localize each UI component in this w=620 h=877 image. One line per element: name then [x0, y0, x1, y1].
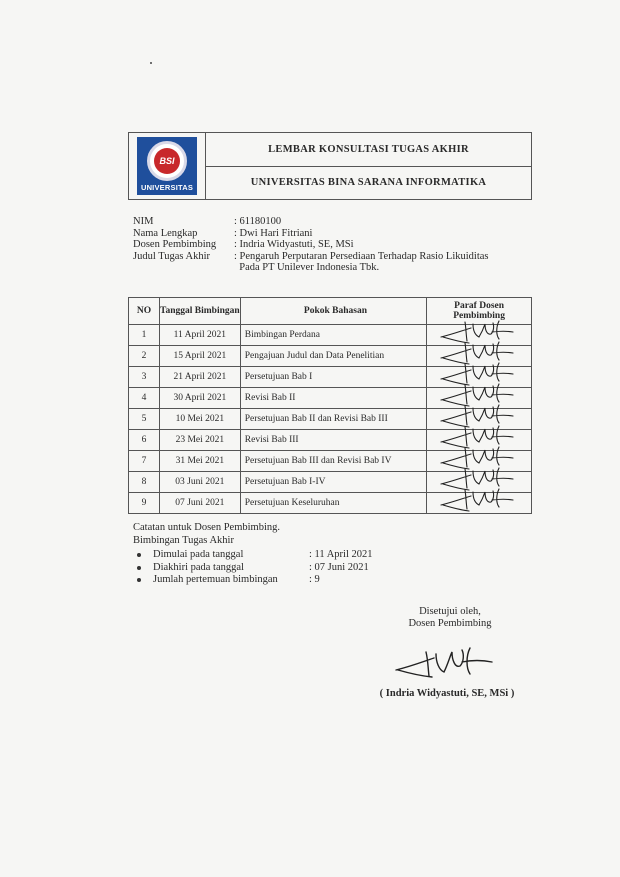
info-label: Judul Tugas Akhir — [133, 250, 211, 262]
cell-no: 6 — [129, 430, 160, 451]
info-row — [133, 239, 534, 251]
signature-icon — [435, 487, 515, 515]
cell-date: 15 April 2021 — [159, 346, 240, 367]
list-item-value: : 11 April 2021 — [309, 549, 373, 560]
notes-line: Bimbingan Tugas Akhir — [133, 534, 234, 546]
cell-no: 5 — [129, 409, 160, 430]
cell-topic: Revisi Bab II — [240, 388, 426, 409]
cell-date: 07 Juni 2021 — [159, 493, 240, 514]
bullet-icon — [137, 553, 141, 557]
info-row — [133, 228, 534, 240]
cell-topic: Persetujuan Bab II dan Revisi Bab III — [240, 409, 426, 430]
university-logo — [137, 137, 197, 195]
info-value: : 61180100 — [234, 216, 282, 227]
info-value: : Indria Widyastuti, SE, MSi — [234, 239, 354, 250]
cell-topic: Revisi Bab III — [240, 430, 426, 451]
list-item-label: Diakhiri pada tanggal — [153, 561, 244, 573]
logo-ring-icon — [147, 141, 187, 181]
list-item — [137, 574, 373, 587]
table-row — [129, 493, 532, 514]
approval-line: Dosen Pembimbing — [408, 618, 492, 629]
student-info — [133, 216, 534, 274]
notes-section — [133, 522, 373, 587]
cell-topic: Persetujuan Bab III dan Revisi Bab IV — [240, 451, 426, 472]
info-row — [133, 251, 534, 263]
logo-mark: BSI — [154, 148, 180, 174]
scan-speck — [150, 62, 152, 64]
bullet-icon — [137, 578, 141, 582]
cell-date: 30 April 2021 — [159, 388, 240, 409]
bullet-icon — [137, 566, 141, 570]
cell-topic: Persetujuan Keseluruhan — [240, 493, 426, 514]
list-item-label: Dimulai pada tanggal — [153, 549, 244, 560]
info-label: Nama Lengkap — [133, 227, 198, 239]
cell-no: 2 — [129, 346, 160, 367]
info-label: Dosen Pembimbing — [133, 239, 217, 250]
cell-topic: Persetujuan Bab I-IV — [240, 472, 426, 493]
info-row — [133, 216, 534, 228]
info-value: Pada PT Unilever Indonesia Tbk. — [234, 262, 380, 273]
cell-no: 1 — [129, 325, 160, 346]
cell-date: 11 April 2021 — [159, 325, 240, 346]
cell-date: 23 Mei 2021 — [159, 430, 240, 451]
logo-text: UNIVERSITAS — [140, 183, 194, 192]
info-row — [133, 262, 534, 274]
header-sign: Paraf Dosen Pembimbing — [427, 298, 532, 325]
info-label: NIM — [133, 216, 154, 227]
cell-topic: Persetujuan Bab I — [240, 367, 426, 388]
cell-date: 10 Mei 2021 — [159, 409, 240, 430]
university-name: UNIVERSITAS BINA SARANA INFORMATIKA — [250, 177, 487, 189]
header-no: NO — [129, 298, 160, 325]
cell-topic: Pengajuan Judul dan Data Penelitian — [240, 346, 426, 367]
cell-no: 4 — [129, 388, 160, 409]
info-label — [133, 262, 234, 274]
cell-topic: Bimbingan Perdana — [240, 325, 426, 346]
notes-line: Catatan untuk Dosen Pembimbing. — [133, 522, 280, 533]
list-item-label: Jumlah pertemuan bimbingan — [153, 574, 278, 585]
cell-no: 3 — [129, 367, 160, 388]
info-value: : Pengaruh Perputaran Persediaan Terhadap Rasio Likuiditas — [234, 250, 489, 262]
cell-no: 9 — [129, 493, 160, 514]
approval-line: Disetujui oleh, — [419, 606, 481, 617]
header-box — [128, 132, 532, 200]
cell-no: 7 — [129, 451, 160, 472]
logo-cell — [129, 133, 206, 199]
consultation-table — [128, 297, 532, 514]
title-cell — [206, 133, 531, 199]
list-item — [137, 562, 373, 575]
cell-sign — [427, 493, 532, 514]
approval-block — [380, 606, 520, 630]
cell-date: 21 April 2021 — [159, 367, 240, 388]
header-date: Tanggal Bimbingan — [159, 298, 240, 325]
list-item-value: : 9 — [309, 574, 320, 585]
document-title: LEMBAR KONSULTASI TUGAS AKHIR — [206, 133, 531, 167]
supervisor-signature-icon — [392, 640, 502, 685]
header-topic: Pokok Bahasan — [240, 298, 426, 325]
notes-list — [133, 549, 373, 587]
list-item-value: : 07 Juni 2021 — [309, 561, 369, 573]
supervisor-name: ( Indria Widyastuti, SE, MSi ) — [379, 688, 515, 699]
list-item — [137, 549, 373, 562]
cell-no: 8 — [129, 472, 160, 493]
cell-date: 31 Mei 2021 — [159, 451, 240, 472]
cell-date: 03 Juni 2021 — [159, 472, 240, 493]
info-value: : Dwi Hari Fitriani — [234, 227, 313, 239]
